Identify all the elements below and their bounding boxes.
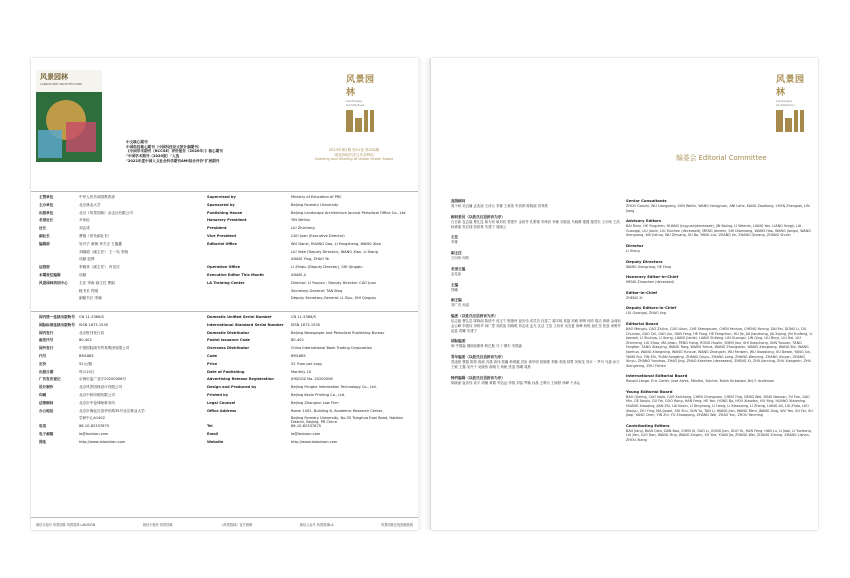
label-cn: 出版日期 xyxy=(39,369,54,374)
logo-en: Landscape Architecture xyxy=(346,99,365,107)
section-title: 副主编 xyxy=(451,298,462,303)
info-row xyxy=(39,226,411,234)
section-members: BAI Rixin, HE Yingchen, HUANG Jingyuan(deceased), JIN Boling, LI Weimin, LIANG Yan, LIANG Yongji, LIU Guangqi, LIU Jiaxin, LIU Xiuchen (deceased), MENG Jianmin, SHI Dianxiang, WANG Hao, WANG Jiangxi, WANG Xiangrong, WU Jiahua, WU Zhiyang, XU Bo, YANG Lixi, ZHANG Jin, ZHANG Qixiang, ZHANG Shulin xyxy=(626,224,811,238)
cover-art-square xyxy=(66,122,96,152)
section-title: 主编 xyxy=(451,282,459,287)
committee-section xyxy=(451,298,621,308)
info-row xyxy=(39,346,411,354)
info-row xyxy=(39,424,411,432)
label-cn: 邮发代号 xyxy=(39,338,54,343)
value-en: XIANG Ying, ZHAO Ye xyxy=(291,257,329,262)
label-cn: 本期责任编辑 xyxy=(39,272,61,277)
section-members: ZHENG Xi xyxy=(626,295,643,300)
section-members: 陈晓丽 崔庆伟 高宇 胡楠 黄鹤 李运远 李翔 刘喆 罗鹏 孙晶 王晞月 王晓婷 徐峰 于冰沁 xyxy=(451,380,581,385)
logo-cn: 风景园林 xyxy=(346,75,375,98)
value-en: Director: LI Yuxuan ; Deputy Director: CAO Juan xyxy=(291,280,377,285)
label-cn: 电子邮箱 xyxy=(39,431,54,436)
committee-section xyxy=(451,283,621,293)
label-cn: 主管单位 xyxy=(39,195,54,199)
committee-section xyxy=(451,235,621,245)
label-cn: 国际标准连续出版物号 xyxy=(39,322,75,327)
issue-theme-en: Opening and Sharing of Urban Green Space xyxy=(314,157,394,162)
section-members: ZHOU Ganzhi, WU Liangyong, SUN Weilin, WANG Hongyuan, ANI Lahe, KANG Zaodiang, CHEN Zhengsei, LIN Jiang xyxy=(626,204,810,213)
value-en: Beijing Forestry University, No.35 Tsinghua East Road, Haidian District, Beijing, PR China xyxy=(291,416,404,425)
section-title: 名誉主编 xyxy=(451,266,466,271)
section-members: LIU Guangqi, ZHAO Jing xyxy=(626,311,666,316)
value-en: 80-402 xyxy=(291,338,304,343)
section-title: Director xyxy=(626,242,644,248)
value-cn: 86-10-62337675 xyxy=(79,424,110,429)
info-row xyxy=(39,296,411,304)
section-title: 国际编委 xyxy=(451,339,466,344)
info-row xyxy=(39,354,411,362)
value-cn: 刘志成 xyxy=(79,226,90,231)
indexing-line: 中文核心期刊 xyxy=(126,140,148,144)
committee-section xyxy=(626,218,814,238)
section-members: LI Xiong xyxy=(626,248,640,253)
committee-section xyxy=(626,321,814,368)
value-en: 52 Yuan per copy xyxy=(291,361,323,366)
indexing-line: 《中国学术期刊（RCCSE）评价报告（2020年）》核心期刊 xyxy=(126,149,223,154)
info-row xyxy=(39,234,411,242)
value-cn: 主任 李雨 副主任 曹娟 xyxy=(79,280,115,285)
section-title: Young Editorial Board xyxy=(626,388,673,394)
value-cn: 北京林业大学 xyxy=(79,202,101,207)
label-en: Printed by xyxy=(207,392,229,397)
section-members: 朗·亨德森 佛朗西斯科·阿巴斯 马丁·摩尔 安德森 xyxy=(451,344,522,349)
value-cn: 吴丹子 黄婉 李方正 王鑫鑫 xyxy=(79,241,122,246)
label-cn: 印刷 xyxy=(39,392,47,397)
info-row xyxy=(39,281,411,289)
footer-links xyxy=(36,522,413,527)
journal-logo xyxy=(776,72,810,132)
label-cn: 主办单位 xyxy=(39,202,54,207)
section-members: Ronald Lange, Eric Carter, Jose Alves, Milothe, Yutchel, Mohh Kirkwood, Brij F. Anderson xyxy=(626,379,775,384)
committee-section xyxy=(451,339,621,349)
label-en: Overseas Distributor xyxy=(207,346,250,351)
label-en: Website xyxy=(207,439,224,444)
info-row xyxy=(39,257,411,265)
label-cn: 设计制作 xyxy=(39,385,54,390)
cover-subtitle: LANDSCAPE ARCHITECTURE xyxy=(40,82,83,86)
label-en: Tel xyxy=(207,424,213,429)
info-row xyxy=(39,331,411,339)
value-en: ISSN 1673-1530 xyxy=(291,322,321,327)
committee-section xyxy=(626,373,814,384)
committee-section xyxy=(451,251,621,261)
footer-submission-system[interactable]: 风景园林在线投稿系统 xyxy=(381,523,413,527)
value-en: Monthly 10 xyxy=(291,369,312,374)
value-en: Beijing Newspaper and Periodical Publishing Bureau xyxy=(291,330,385,335)
page-heading: 编委会 Editorial Committee xyxy=(676,154,767,162)
left-page xyxy=(31,58,418,530)
value-cn: 北京中科印刷有限公司 xyxy=(79,392,115,397)
value-en: Beijing Forestry University xyxy=(291,202,339,207)
value-cn: CN 11-5366/S xyxy=(79,315,104,319)
value-en: China International Book Trading Corporation xyxy=(291,346,373,351)
label-en: Supervised by xyxy=(207,195,236,199)
indexing-line: "2022年度中国人文社会科学期刊AMI综合评价"扩展期刊 xyxy=(126,158,220,163)
value-en: LIU Yake (Deputy Director), WANG Xian, LI Xiang xyxy=(291,249,378,254)
info-row xyxy=(39,195,411,203)
section-members: 郑曦 xyxy=(451,287,458,292)
logo-cn: 风景园林 xyxy=(776,75,805,98)
committee-en-column xyxy=(626,193,814,443)
committee-section xyxy=(626,198,814,213)
right-page xyxy=(431,58,818,530)
section-title: Senior Consultants xyxy=(626,198,667,203)
info-row xyxy=(39,362,411,370)
value-cn: 52元/期 xyxy=(79,361,92,366)
value-cn: 北京市海淀区清华东路35号北京林业大学 xyxy=(79,408,145,413)
label-en: Vice President xyxy=(207,233,237,238)
info-row xyxy=(39,393,411,401)
info-row xyxy=(39,273,411,281)
info-row xyxy=(39,416,411,424)
label-en: Postal Issuance Code xyxy=(207,338,250,343)
value-cn: 北京《风景园林》杂志社有限公司 xyxy=(79,210,133,215)
section-members: 刘广亮 孙晶 xyxy=(451,303,470,308)
committee-section xyxy=(626,259,814,270)
section-members: 蔡凌豪 曹磊 陈筝 段威 冯潇 高伟 郭巍 韩炳越 洪泉 黄华明 侯晓蕾 李娜 李翔 林箐 刘海龙 刘京一 罗丹 马嘉 孙宇 王敏 王鑫 吴丹子 吴晓彤 薛晓飞 杨帆 张浪 郑曦 周燕 xyxy=(451,360,620,369)
label-cn: 代号 xyxy=(39,353,47,358)
value-en: Ministry of Education of PRC xyxy=(291,195,342,199)
section-title: Deputy Directors xyxy=(626,258,663,264)
value-cn: 中华人民共和国教育部 xyxy=(79,195,115,199)
publication-info-table xyxy=(39,315,411,448)
issue-theme-cn: 城市绿地开放与共享利用 xyxy=(334,152,374,157)
section-members: WANG Xiangrong, HE Fang xyxy=(626,264,672,269)
info-row xyxy=(39,432,411,440)
label-cn: 电话 xyxy=(39,424,47,429)
cover-art-block xyxy=(38,130,62,158)
journal-logo xyxy=(346,72,380,132)
value-cn: la@lavision.com xyxy=(79,431,109,436)
value-en: http://www.lalavision.com xyxy=(291,439,338,444)
section-title: 副主任 xyxy=(451,251,462,256)
value-cn: 秘书长 佟刚 xyxy=(79,288,99,293)
indexing-info xyxy=(126,140,296,163)
value-cn: 京海市监广登字20200006号 xyxy=(79,377,127,382)
value-cn: http://www.lalavision.com xyxy=(79,439,126,444)
section-members: 周干峙 吴良镛 孟兆祯 王沛元 李雄 王秉洛 朱钧珍 陈晓丽 刘秀晨 xyxy=(451,204,548,208)
section-members: 包志毅 曹礼昆 陈晓丽 陈跃中 成玉宁 程绪珂 崔庆伟 邓武功 杜春兰 端木岐 高翅 高峻 韩锋 何昉 胡洁 黄晓 金荷仙 金云峰 李建伟 李树华 林广思 刘滨谊 刘晓明 刘志成 孟凡 沈洁 王浩 王向荣 吴宜夏 徐峰 杨锐 俞孔坚 张浪 章俊华 赵晶 郑曦 朱建宁 xyxy=(451,319,621,333)
label-cn: 法律顾问 xyxy=(39,400,54,405)
value-cn: 曹娟（常务副社长） xyxy=(79,233,112,238)
section-members: 孟兆祯 xyxy=(451,271,462,276)
label-en: Design and Produced by xyxy=(207,385,257,390)
label-en: Legal Counsel xyxy=(207,400,236,405)
committee-section xyxy=(451,215,621,230)
info-row xyxy=(39,377,411,385)
footer-wechat-subscription[interactable]: 微信订阅号 风景园林 风景园林 LAVISION xyxy=(36,523,96,527)
value-en: WU Danzi, HUANG Gao, LI Fangzheng, WANG Xiao xyxy=(291,241,381,246)
value-en: Secretary-General: TAN Bing xyxy=(291,288,343,293)
value-cn: 北京风景园林设计有限公司 xyxy=(79,385,123,390)
info-row xyxy=(39,323,411,331)
label-en: International Standard Serial Number xyxy=(207,322,284,327)
section-members: 李雄 xyxy=(451,240,458,245)
info-row xyxy=(39,315,411,323)
section-members: MENG Zhaozhen (deceased) xyxy=(626,280,675,285)
committee-section xyxy=(451,314,621,333)
issue-info xyxy=(299,148,409,162)
value-cn: BM1885 xyxy=(79,353,94,358)
section-title: Editor-in-Chief xyxy=(626,289,658,295)
committee-section xyxy=(451,199,621,209)
footer-weibo[interactable]: 《风景园林》官方微博 xyxy=(220,523,253,527)
section-title: 高级顾问 xyxy=(451,199,466,203)
section-members: BAO Menglu, CAO Zhijun, CAO Likun, CHE Shengquan, CHEN Yanhua, CHENG Yuning, DAI Fei, DONG Li, DU Chunlan, GAO Chi, GAO Jun, HAN Feng, HE Fang, HE Fengchun, HU Jie, JIA Jianzhong, JIA Xiping, JIN Yunfeng, LI Jianwei, LI Shuhua, LI Xiong, LIANG Jianfei, LIANG Shifeng, LIN Guangsi, LIN Qing, LIU Binyi, LIU Hai, LIU Zhicheng, LIU Zhao, MA Jiawu, PENG Hong, RONG Hualin, SHEN Jian, SHI Xiaochong, SUN Yuxuan, TANG Fangfan, TANG Xiaoying, WANG Tang, WANG Yuhua, WANG Zhongshan, WANG Xiangrong, WANG Bin, WANG Jianhua, WANG Xiangrong, WANG Yunxue, WANG Zhongxin, WU Fanwen, WU Xiaoqiong, XU Dawei, YANG Jun, YANG Rui, YIN Zhi, YUAN Songting, ZHANG Qiuyu, ZHANG Lang, ZHANG Wenying, ZHANG Xinyan, ZHANG Xinyu, ZHANG Yunzhao, ZHAO Jing, ZHAO Kanshen (deceased), ZHENG Xi, ZHU Jianning, ZHU Xiangmin, ZHU Xiangming, ZHU Yichen xyxy=(626,326,813,368)
section-title: 青年编委（以姓氏汉语拼音为序） xyxy=(451,355,505,360)
book-spine xyxy=(418,58,431,530)
value-en: CN 11-5366/S xyxy=(291,315,316,319)
section-title: Deputy Editors-in-Chief xyxy=(626,305,677,311)
section-members: BAO Qiming, CAO Jiajia, CAO Kaichong, CHEN Chongxian, CHEN Ting, DENG Wei, DING Nannan, FU Fan, GAO Min, GE Naqiu, GU Fei, GUO Rong, HAN Feng, HE Yan, HONG Bo, HOU Xiaodan, HU Ying, HUANG Xiaoming, HUANG Xiaoqing, JIAN Zhi, LAI Kexin, LI Dinghong, LI Hong, LI Xiaoxiang, LI Zheng, LIANG Ali, LIU Zhao, LUO Xiaoyu, LYU Ying, MA Jiawei, SHI Shu, SUN Yu, TAN Li, WANG Jian, WANG Mimi, WANG Xing, WU Yan, XU Fei, XU Jiaqi, YANG Chen, YIN Zhi, YU Zhaoqiang, ZHANG Wei, ZHAO Yun, ZHOU Yanming xyxy=(626,394,813,418)
label-cn: 社长 xyxy=(39,226,47,231)
label-cn: 网址 xyxy=(39,439,47,444)
info-row xyxy=(39,440,411,448)
info-row xyxy=(39,401,411,409)
value-cn: 北京市中伦律师事务所 xyxy=(79,400,115,405)
label-cn: 定价 xyxy=(39,361,47,366)
value-en: XIANG Ji xyxy=(291,272,306,277)
value-cn: 每月10日 xyxy=(79,369,95,374)
value-cn: ISSN 1673-1530 xyxy=(79,322,109,327)
label-en: Date of Publishing xyxy=(207,369,245,374)
value-en: 86-10-62337675 xyxy=(291,424,322,429)
value-en: Room 1402, Building 8, Academic Research Center, xyxy=(291,408,384,413)
value-en: LIU Zhicheng xyxy=(291,226,315,231)
section-title: 特约编辑（以姓氏汉语拼音为序） xyxy=(451,375,505,380)
committee-section xyxy=(626,274,814,285)
label-en: Code xyxy=(207,353,218,358)
journal-cover-thumbnail xyxy=(36,70,102,162)
label-cn: 办公地址 xyxy=(39,408,54,413)
label-en: Office Address xyxy=(207,408,237,413)
label-cn: 出版单位 xyxy=(39,210,54,215)
label-en: Price xyxy=(207,361,218,366)
committee-section xyxy=(626,305,814,316)
section-title: Honorary Editor-in-Chief xyxy=(626,274,679,280)
info-row xyxy=(39,265,411,273)
label-cn: 国外发行 xyxy=(39,346,54,351)
value-en: Beijing Kexin Printing Co., Ltd. xyxy=(291,392,346,397)
value-en: YIN Weilun xyxy=(291,218,311,223)
section-members: 王向荣 何昉 xyxy=(451,256,470,261)
value-cn: 中国国际图书贸易集团有限公司 xyxy=(79,346,130,351)
section-title: 顾问委员（以姓氏汉语拼音为序） xyxy=(451,214,505,219)
info-row xyxy=(39,242,411,250)
section-title: Advisory Editors xyxy=(626,218,662,224)
label-en: LA Training Center xyxy=(207,280,245,285)
value-en: JHSJGGZ No. 20200006 xyxy=(291,377,333,382)
value-cn: 副秘书长 李晓 xyxy=(79,296,102,301)
value-en: Beijing Landscape Architecture Journal Periodical Office Co., Ltd. xyxy=(291,210,407,215)
logo-mark-icon xyxy=(346,110,376,132)
label-cn: 风景园林培训中心 xyxy=(39,280,68,285)
section-members: 白日新 包志毅 曹礼昆 陈为邦 耿刘同 贾建中 金柏苓 孔繁锦 李炜民 李敏 刘滨谊 马晓暐 强健 施奠东 王向荣 王浩 杨赉丽 张启翔 张树林 朱建宁 周晓云 xyxy=(451,219,620,229)
info-row xyxy=(39,218,411,226)
section-title: 主任 xyxy=(451,235,459,240)
info-row xyxy=(39,385,411,393)
committee-section xyxy=(626,423,814,443)
divider xyxy=(31,517,418,518)
divider xyxy=(31,311,418,312)
cover-header xyxy=(36,70,102,92)
committee-section xyxy=(626,243,814,254)
section-members: BAO Jiang, BIAN Qian, DAN Bao, CHEN Xi, GAO Li, GONG Jian, GUO Yu, HAN Feng, HAN Lu, LI Jiaqi, LI Yundong, LIU Jian, LUO Dan, WANG Ying, WANG Xinghu, XU Yue, YUAN Jia, ZHANG Wei, ZHANG Ziming, ZHANG Lishan, ZHOU Xiang xyxy=(626,428,812,443)
label-en: President xyxy=(207,226,227,231)
value-cn: 项颖 赵烨 xyxy=(79,257,95,262)
value-cn: 尹伟伦 xyxy=(79,218,90,223)
section-title: International Editorial Board xyxy=(626,373,688,379)
cover-title: 风景园林 xyxy=(40,72,68,81)
label-en: Domestic Distributor xyxy=(207,330,250,335)
committee-section xyxy=(626,290,814,301)
value-en: CAO Juan (Executive Director) xyxy=(291,233,345,238)
indexing-line: "中国学术期刊（2020版）"入选 xyxy=(126,154,180,159)
value-cn: 项颖 xyxy=(79,272,87,277)
logo-en: Landscape Architecture xyxy=(776,99,795,107)
label-cn: 编辑部 xyxy=(39,241,50,246)
value-en: Beijing Zhonglun Law Firm xyxy=(291,400,339,405)
info-row xyxy=(39,211,411,219)
label-en: Sponsored by xyxy=(207,202,235,207)
label-cn: 副社长 xyxy=(39,233,50,238)
label-en: Honorary President xyxy=(207,218,247,223)
committee-section xyxy=(451,267,621,277)
label-cn: 广告发布登记 xyxy=(39,377,61,382)
value-cn: 学研中心A1402 xyxy=(79,416,105,421)
value-en: LI Zhiqiu (Deputy Director), SHI Qingqiu xyxy=(291,265,363,270)
issue-number: 2023年第2期 第31卷 第228期 xyxy=(328,148,380,152)
value-en: Beijing Fenghe Information Technology Co., Ltd. xyxy=(291,385,377,390)
value-en: Deputy Secretary-General: LI Ziyu, SHI Qingqiu xyxy=(291,296,376,301)
indexing-line: 中国科技核心期刊（中国科技论文统计源期刊） xyxy=(126,144,202,149)
label-en: Executive Editor This Month xyxy=(207,272,264,277)
value-cn: 北京报刊发行局 xyxy=(79,330,105,335)
label-en: Advertising Release Registration xyxy=(207,377,274,382)
logo-mark-icon xyxy=(776,110,806,132)
section-title: Editorial Board xyxy=(626,320,659,326)
footer-wechat-official[interactable]: 微信公众号 风景园林LA xyxy=(299,523,334,527)
label-cn: 国内发行 xyxy=(39,330,54,335)
label-cn: 运营部 xyxy=(39,265,50,270)
label-cn: 名誉社长 xyxy=(39,218,54,223)
footer-wechat-miniprogram[interactable]: 微信小程序 风景园林 xyxy=(142,523,173,527)
label-cn: 国内统一连续出版物号 xyxy=(39,315,75,319)
masthead-table xyxy=(39,195,411,304)
label-en: Editorial Office xyxy=(207,241,237,246)
committee-section xyxy=(451,376,621,386)
value-cn: 刘晓明（副主任） 王一岚 李翔 xyxy=(79,249,129,254)
value-en: la@lavision.com xyxy=(291,431,321,436)
value-cn: 李雅菲（副主任） 肖宜庆 xyxy=(79,265,120,270)
label-en: Domestic Unified Serial Number xyxy=(207,315,272,319)
section-title: Contributing Editors xyxy=(626,422,670,428)
divider xyxy=(31,191,418,192)
value-cn: 80-402 xyxy=(79,338,92,343)
section-title: 编委（以姓氏汉语拼音为序） xyxy=(451,314,498,319)
info-row xyxy=(39,203,411,211)
value-en: BM1885 xyxy=(291,353,306,358)
label-en: Publishing House xyxy=(207,210,243,215)
committee-section xyxy=(626,389,814,418)
committee-cn-column xyxy=(451,193,621,385)
committee-section xyxy=(451,355,621,370)
label-en: Operation Office xyxy=(207,265,241,270)
label-en: Email xyxy=(207,431,219,436)
